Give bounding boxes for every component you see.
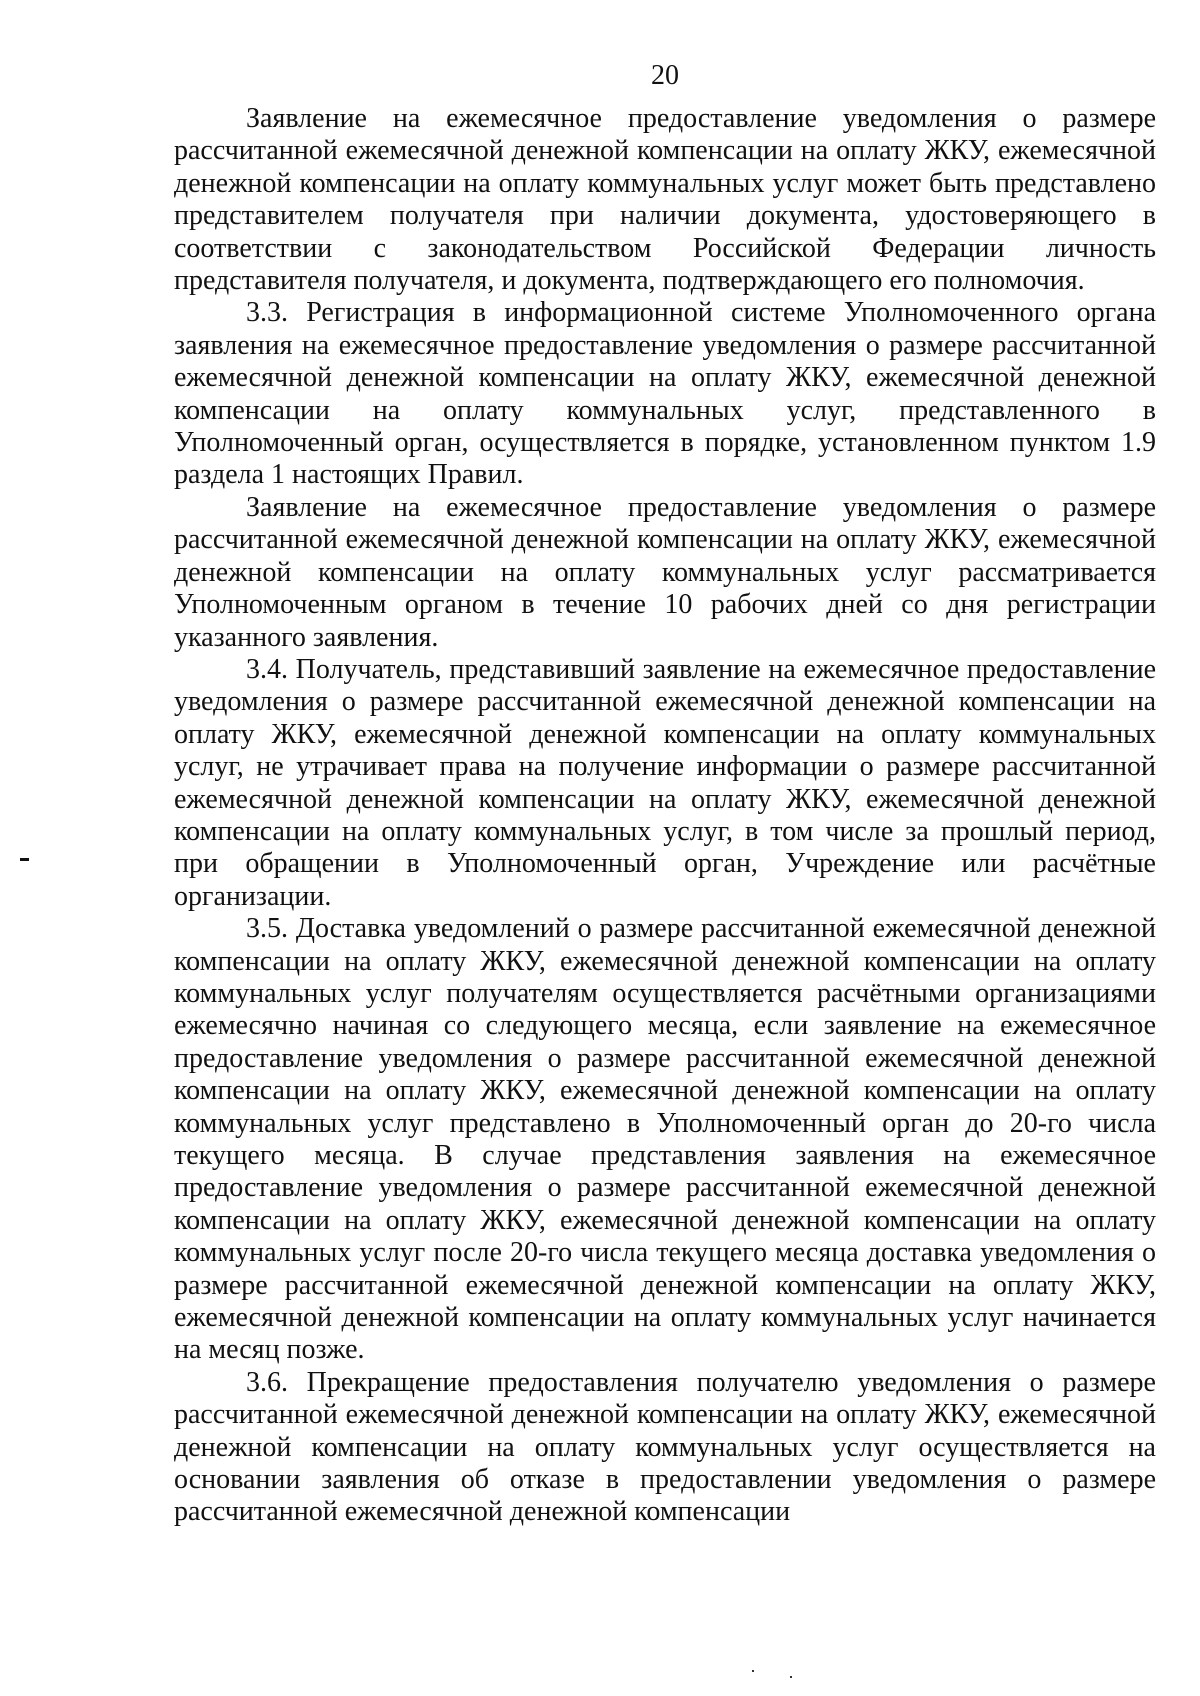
- paragraph-representative: Заявление на ежемесячное предоставление уведомления о размере рассчитанной ежемесячной денежной компенсации на оплату ЖКУ, ежемесячной денежной компенсации на оплату коммунальных услуг может быть представлено представителем получателя при наличии документа, удостоверяющего в соответствии с законодательством Российской Федерации личность представителя получателя, и документа, подтверждающего его полномочия.: [174, 103, 1156, 297]
- margin-dash-mark: [20, 858, 29, 861]
- paragraph-review-period: Заявление на ежемесячное предоставление уведомления о размере рассчитанной ежемесячной денежной компенсации на оплату ЖКУ, ежемесячной денежной компенсации на оплату коммунальных услуг рассматривается Уполномоченным органом в течение 10 рабочих дней со дня регистрации указанного заявления.: [174, 491, 1156, 653]
- paragraph-3-4: 3.4. Получатель, представивший заявление на ежемесячное предоставление уведомления о размере рассчитанной ежемесячной денежной компенсации на оплату ЖКУ, ежемесячной денежной компенсации на оплату коммунальных услуг, не утрачивает права на получение информации о размере рассчитанной ежемесячной денежной компенсации на оплату ЖКУ, ежемесячной денежной компенсации на оплату коммунальных услуг, в том числе за прошлый период, при обращении в Уполномоченный орган, Учреждение или расчётные организации.: [174, 653, 1156, 912]
- paragraph-3-5: 3.5. Доставка уведомлений о размере рассчитанной ежемесячной денежной компенсации на оплату ЖКУ, ежемесячной денежной компенсации на оплату коммунальных услуг получателям осуществляется расчётными организациями ежемесячно начиная со следующего месяца, если заявление на ежемесячное предоставление уведомления о размере рассчитанной ежемесячной денежной компенсации на оплату ЖКУ, ежемесячной денежной компенсации на оплату коммунальных услуг представлено в Уполномоченный орган до 20-го числа текущего месяца. В случае представления заявления на ежемесячное предоставление уведомления о размере рассчитанной ежемесячной денежной компенсации на оплату ЖКУ, ежемесячной денежной компенсации на оплату коммунальных услуг после 20-го числа текущего месяца доставка уведомления о размере рассчитанной ежемесячной денежной компенсации на оплату ЖКУ, ежемесячной денежной компенсации на оплату коммунальных услуг начинается на месяц позже.: [174, 913, 1156, 1366]
- page-number: 20: [651, 60, 679, 91]
- paragraph-3-3: 3.3. Регистрация в информационной системе Уполномоченного органа заявления на ежемесячное предоставление уведомления о размере рассчитанной ежемесячной денежной компенсации на оплату ЖКУ, ежемесячной денежной компенсации на оплату коммунальных услуг, представленного в Уполномоченный орган, осуществляется в порядке, установленном пунктом 1.9 раздела 1 настоящих Правил.: [174, 297, 1156, 491]
- paragraph-3-6: 3.6. Прекращение предоставления получателю уведомления о размере рассчитанной ежемесячной денежной компенсации на оплату ЖКУ, ежемесячной денежной компенсации на оплату коммунальных услуг осуществляется на основании заявления об отказе в предоставлении уведомления о размере рассчитанной ежемесячной денежной компенсации: [174, 1366, 1156, 1528]
- scan-speck: [752, 1670, 754, 1672]
- document-body: [174, 103, 1156, 1529]
- scan-speck: [790, 1676, 792, 1678]
